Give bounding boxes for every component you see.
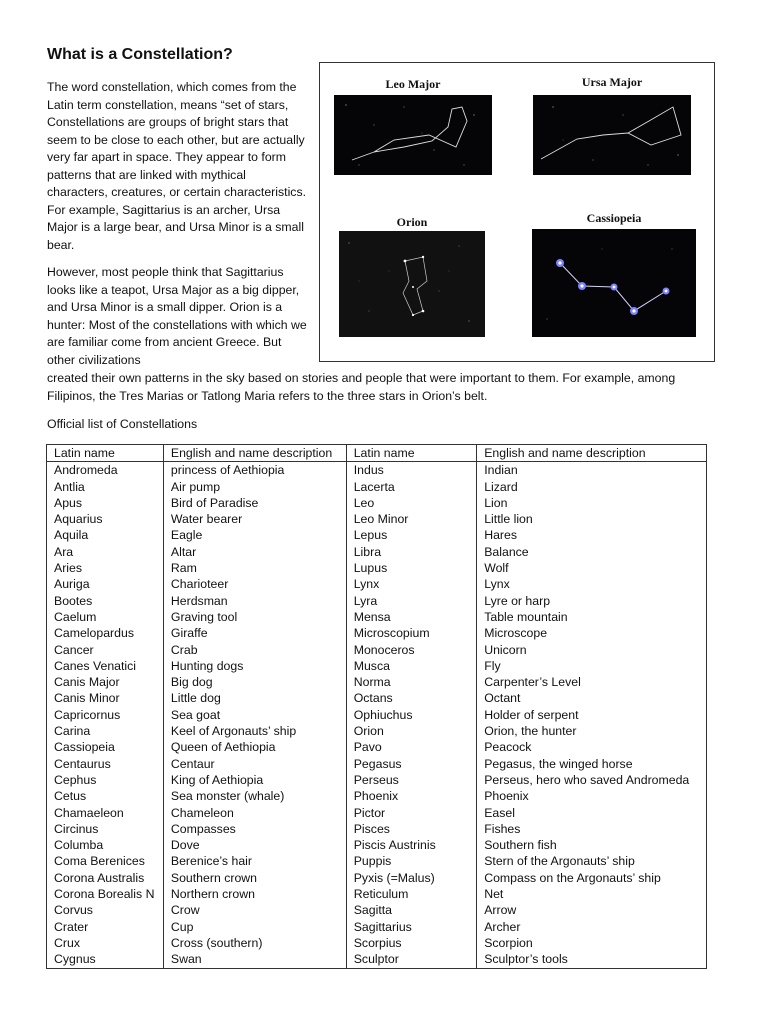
table-row [47,951,707,968]
table-cell: Capricornus [47,707,164,723]
table-cell: Scorpion [477,935,707,951]
table-row [47,560,707,576]
table-cell: Ara [47,544,164,560]
header-latin-name: Latin name [47,445,164,462]
table-cell: Libra [346,544,476,560]
table-cell: Cup [163,919,346,935]
table-cell: Microscope [477,625,707,641]
table-row [47,853,707,869]
table-cell: Cassiopeia [47,739,164,755]
table-cell: Carpenter’s Level [477,674,707,690]
table-cell: Octant [477,690,707,706]
header-english-description-2: English and name description [477,445,707,462]
table-cell: Compasses [163,821,346,837]
table-cell: Fly [477,658,707,674]
table-cell: Ram [163,560,346,576]
table-cell: Circinus [47,821,164,837]
table-row [47,935,707,951]
table-cell: Queen of Aethiopia [163,739,346,755]
table-cell: Cephus [47,772,164,788]
table-row [47,707,707,723]
table-cell: Caelum [47,609,164,625]
table-row [47,658,707,674]
table-cell: Fishes [477,821,707,837]
table-row [47,462,707,479]
table-cell: Swan [163,951,346,968]
table-cell: Southern fish [477,837,707,853]
table-cell: Pictor [346,805,476,821]
table-cell: Big dog [163,674,346,690]
constellation-table [46,444,707,969]
table-row [47,674,707,690]
official-list-label: Official list of Constellations [47,417,198,431]
table-cell: Sagittarius [346,919,476,935]
table-cell: Apus [47,495,164,511]
table-cell: Hunting dogs [163,658,346,674]
table-cell: Sagitta [346,902,476,918]
ursa-major-panel [533,75,691,187]
table-cell: Chamaeleon [47,805,164,821]
table-row [47,544,707,560]
table-cell: Herdsman [163,593,346,609]
table-row [47,511,707,527]
table-cell: Andromeda [47,462,164,479]
table-cell: Lizard [477,479,707,495]
orion-label: Orion [396,215,428,229]
table-cell: princess of Aethiopia [163,462,346,479]
table-cell: Stern of the Argonauts’ ship [477,853,707,869]
table-cell: Reticulum [346,886,476,902]
table-cell: Corona Borealis N [47,886,164,902]
table-cell: Compass on the Argonauts’ ship [477,870,707,886]
table-cell: Lynx [346,576,476,592]
header-english-description: English and name description [163,445,346,462]
table-cell: Columba [47,837,164,853]
table-cell: Mensa [346,609,476,625]
table-cell: Perseus [346,772,476,788]
intro-paragraph: The word constellation, which comes from the Latin term constellation, means “set of stars, Constellations are groups of bright stars that seem to be close to each other, but are actually very far apart in space. They appear to form patterns that are linked with mythical characters, creatures, or certain characteristics. For example, Sagittarius is an archer, Ursa Major is a large bear, and Ursa Minor is a small bear. [47,80,307,252]
table-cell: Cygnus [47,951,164,968]
table-cell: Lupus [346,560,476,576]
table-row [47,919,707,935]
table-cell: Lion [477,495,707,511]
table-cell: Leo Minor [346,511,476,527]
cassiopeia-panel [532,209,696,349]
table-cell: Indian [477,462,707,479]
table-row [47,756,707,772]
table-cell: Net [477,886,707,902]
table-row [47,821,707,837]
table-cell: Crab [163,642,346,658]
table-row [47,870,707,886]
table-cell: Aries [47,560,164,576]
table-header-row [47,445,707,462]
table-cell: Pegasus, the winged horse [477,756,707,772]
table-cell: Puppis [346,853,476,869]
table-row [47,902,707,918]
table-cell: Sea goat [163,707,346,723]
table-cell: Lyra [346,593,476,609]
table-cell: Wolf [477,560,707,576]
ursa-major-label: Ursa Major [581,75,643,89]
table-cell: Southern crown [163,870,346,886]
table-cell: Cross (southern) [163,935,346,951]
table-cell: Leo [346,495,476,511]
table-row [47,609,707,625]
table-row [47,495,707,511]
table-cell: Cetus [47,788,164,804]
table-cell: Sculptor’s tools [477,951,707,968]
table-cell: Centaur [163,756,346,772]
table-cell: Phoenix [346,788,476,804]
table-row [47,690,707,706]
table-row [47,479,707,495]
table-cell: Berenice’s hair [163,853,346,869]
table-row [47,805,707,821]
table-cell: Altar [163,544,346,560]
table-row [47,886,707,902]
table-cell: Bird of Paradise [163,495,346,511]
leo-major-label: Leo Major [385,77,441,91]
table-cell: Lacerta [346,479,476,495]
table-cell: Bootes [47,593,164,609]
table-cell: Aquarius [47,511,164,527]
table-cell: Corona Australis [47,870,164,886]
table-cell: Orion [346,723,476,739]
table-cell: Crow [163,902,346,918]
table-cell: Coma Berenices [47,853,164,869]
table-cell: Corvus [47,902,164,918]
table-row [47,772,707,788]
table-cell: Crater [47,919,164,935]
orion-image [339,231,485,337]
table-cell: Microscopium [346,625,476,641]
table-cell: Phoenix [477,788,707,804]
table-row [47,625,707,641]
table-cell: Graving tool [163,609,346,625]
table-cell: Pisces [346,821,476,837]
table-cell: Peacock [477,739,707,755]
table-cell: Camelopardus [47,625,164,641]
table-cell: Norma [346,674,476,690]
table-cell: Cancer [47,642,164,658]
table-cell: Canis Minor [47,690,164,706]
table-cell: Dove [163,837,346,853]
table-cell: Antlia [47,479,164,495]
table-cell: Keel of Argonauts’ ship [163,723,346,739]
cassiopeia-image [532,229,696,337]
table-row [47,527,707,543]
second-paragraph: However, most people think that Sagittarius looks like a teapot, Ursa Major as a big dipper, and Ursa Minor is a small dipper. Orion is a hunter: Most of the constellations with which we are familiar come from ancient Greece. But other civilizations [47,265,307,367]
table-cell: Giraffe [163,625,346,641]
table-cell: Musca [346,658,476,674]
ursa-major-image [533,95,691,175]
table-row [47,788,707,804]
leo-major-image [334,95,492,175]
cassiopeia-label: Cassiopeia [586,211,642,225]
table-cell: Ophiuchus [346,707,476,723]
table-cell: Carina [47,723,164,739]
table-cell: Sculptor [346,951,476,968]
table-cell: Pavo [346,739,476,755]
table-cell: Eagle [163,527,346,543]
table-cell: Indus [346,462,476,479]
table-cell: Pegasus [346,756,476,772]
table-cell: Lynx [477,576,707,592]
table-cell: Hares [477,527,707,543]
table-cell: Unicorn [477,642,707,658]
table-cell: Canis Major [47,674,164,690]
table-cell: Water bearer [163,511,346,527]
orion-panel [339,213,485,353]
table-row [47,739,707,755]
table-cell: Perseus, hero who saved Andromeda [477,772,707,788]
constellation-figure [319,62,715,362]
table-cell: Scorpius [346,935,476,951]
table-cell: Chameleon [163,805,346,821]
table-cell: Lepus [346,527,476,543]
table-row [47,837,707,853]
second-paragraph-continued: created their own patterns in the sky based on stories and people that were important to them. For example, among Filipinos, the Tres Marias or Tatlong Maria refers to the three stars in Orion’s belt. [47,371,676,403]
table-cell: Monoceros [346,642,476,658]
table-cell: Charioteer [163,576,346,592]
table-cell: Arrow [477,902,707,918]
table-cell: Little lion [477,511,707,527]
table-row [47,642,707,658]
table-cell: Balance [477,544,707,560]
table-cell: Crux [47,935,164,951]
table-row [47,593,707,609]
table-row [47,576,707,592]
table-cell: Pyxis (=Malus) [346,870,476,886]
table-cell: Auriga [47,576,164,592]
table-cell: Octans [346,690,476,706]
leo-major-panel [334,75,492,187]
header-latin-name-2: Latin name [346,445,476,462]
table-cell: Lyre or harp [477,593,707,609]
table-cell: Orion, the hunter [477,723,707,739]
table-cell: Holder of serpent [477,707,707,723]
table-cell: Easel [477,805,707,821]
table-cell: Canes Venatici [47,658,164,674]
table-cell: Table mountain [477,609,707,625]
table-cell: Little dog [163,690,346,706]
table-cell: Northern crown [163,886,346,902]
table-cell: Sea monster (whale) [163,788,346,804]
table-row [47,723,707,739]
page-title: What is a Constellation? [47,46,233,63]
table-cell: Centaurus [47,756,164,772]
table-cell: Aquila [47,527,164,543]
table-cell: King of Aethiopia [163,772,346,788]
table-cell: Air pump [163,479,346,495]
table-cell: Piscis Austrinis [346,837,476,853]
table-cell: Archer [477,919,707,935]
